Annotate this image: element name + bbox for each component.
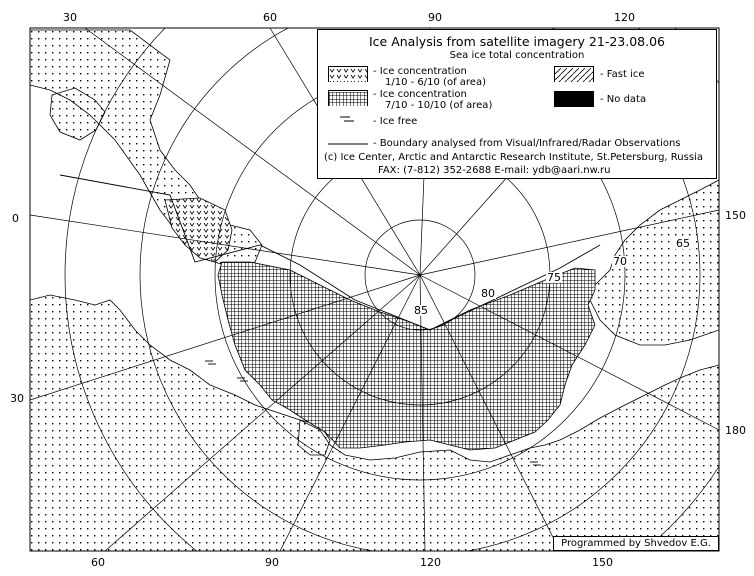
legend-boundary: - Boundary analysed from Visual/Infrared/Radar Observations [373, 138, 681, 149]
swatch-high-concentration [328, 90, 368, 106]
lon-label-bottom-60: 60 [91, 556, 105, 569]
legend-credit-line2: FAX: (7-812) 352-2688 E-mail: ydb@aari.nw.ru [378, 165, 611, 176]
legend-no-data: - No data [600, 94, 647, 105]
legend-fast-ice: - Fast ice [600, 69, 645, 80]
legend-high-line1: - Ice concentration [373, 89, 467, 100]
lon-label-left-30: 30 [10, 392, 24, 405]
swatch-fast-ice [554, 66, 594, 82]
lat-label-85: 85 [414, 304, 428, 317]
lon-label-right-180: 180 [725, 424, 746, 437]
lon-label-top-30: 30 [63, 11, 77, 24]
legend-low-line2: 1/10 - 6/10 (of area) [385, 77, 486, 88]
legend-credit-line1: (c) Ice Center, Arctic and Antarctic Research Institute, St.Petersburg, Russia [324, 152, 703, 163]
legend-high-line2: 7/10 - 10/10 (of area) [385, 100, 493, 111]
lat-label-65: 65 [676, 237, 690, 250]
lon-label-top-60: 60 [263, 11, 277, 24]
lat-label-80: 80 [481, 287, 495, 300]
lon-label-right-150: 150 [725, 209, 746, 222]
programmer-credit: Programmed by Shvedov E.G. [553, 536, 719, 551]
swatch-no-data [554, 91, 594, 107]
lat-label-70: 70 [613, 255, 627, 268]
legend-low-line1: - Ice concentration [373, 66, 467, 77]
lon-label-bottom-90: 90 [265, 556, 279, 569]
legend-subtitle: Sea ice total concentration [449, 50, 585, 61]
legend-ice-free: - Ice free [373, 116, 418, 127]
lon-label-left-0: 0 [12, 212, 19, 225]
lon-label-top-90: 90 [428, 11, 442, 24]
legend-title: Ice Analysis from satellite imagery 21-23.08.06 [368, 34, 666, 49]
lon-label-bottom-150: 150 [592, 556, 613, 569]
legend-box [317, 29, 717, 179]
lon-label-bottom-120: 120 [420, 556, 441, 569]
lon-label-top-120: 120 [614, 11, 635, 24]
swatch-boundary [328, 142, 368, 146]
swatch-low-concentration [328, 66, 368, 82]
swatch-ice-free [340, 114, 356, 124]
lat-label-75: 75 [547, 271, 561, 284]
